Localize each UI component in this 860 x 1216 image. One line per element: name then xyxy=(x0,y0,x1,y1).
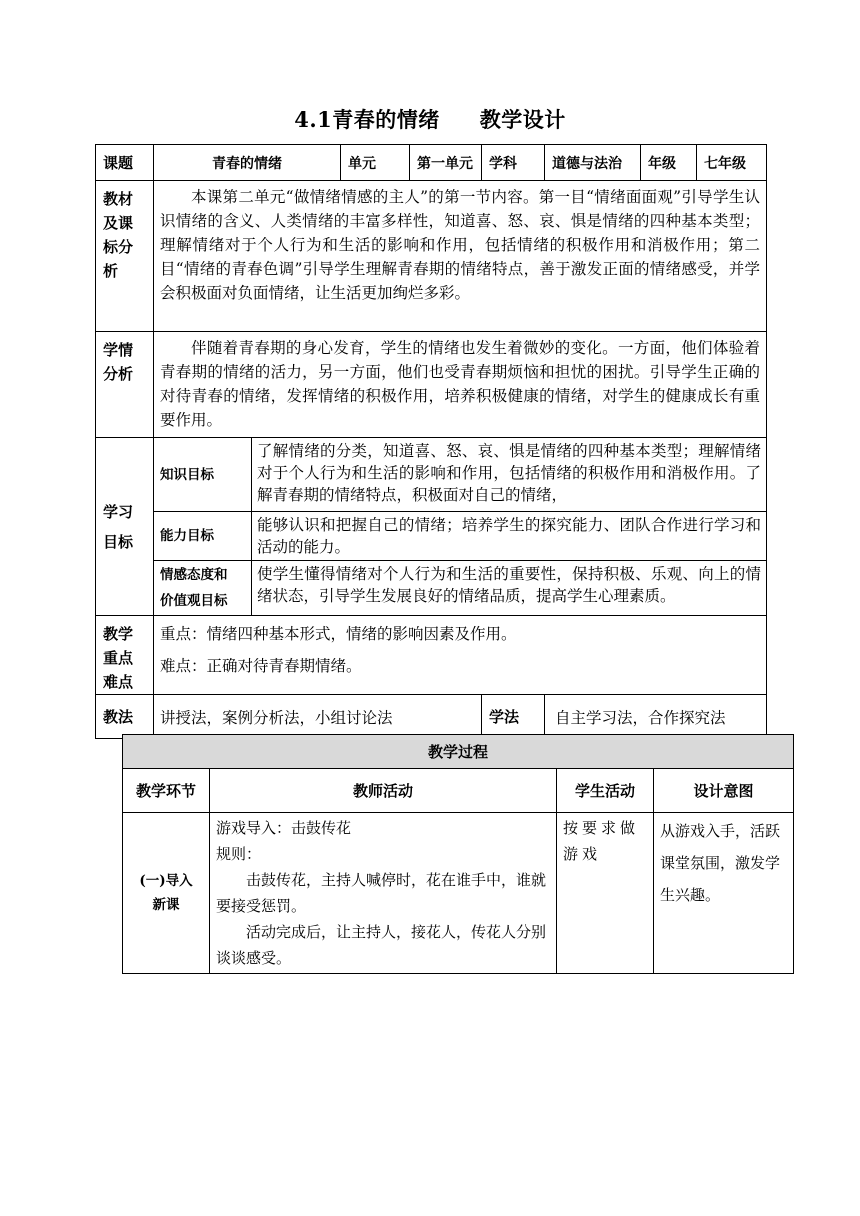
analysis-label-line: 标分 xyxy=(103,238,134,256)
process-title-row xyxy=(123,735,794,769)
learners-text: 伴随着青春期的身心发育，学生的情绪也发生着微妙的变化。一方面，他们体验着青春期的情绪的活力，另一方面，他们也受青春期烦恼和担忧的困扰。引导学生正确的对待青春的情绪，发挥情绪的积极作用，培养积极健康的情绪，对学生的健康成长有重要作用。 xyxy=(160,339,760,429)
learners-row xyxy=(96,332,767,438)
process-row xyxy=(123,813,794,974)
knowledge-label: 知识目标 xyxy=(154,438,252,512)
knowledge-text: 了解情绪的分类，知道喜、怒、哀、惧是情绪的四种基本类型；理解情绪对于个人行为和生活的影响和作用，包括情绪的积极作用和消极作用。了解青春期的情绪特点，积极面对自己的情绪， xyxy=(252,438,767,512)
learners-label-line: 学情 xyxy=(103,341,134,359)
label-teach-method: 教法 xyxy=(96,695,154,739)
stage-cell xyxy=(123,813,210,974)
analysis-text: 本课第二单元“做情绪情感的主人”的第一节内容。第一目“情绪面面观”引导学生认识情绪的含义、人类情绪的丰富多样性，知道喜、怒、哀、惧是情绪的四种基本类型；理解情绪对于个人行为和生活的影响和作用，包括情绪的积极作用和消极作用；第二目“情绪的青春色调”引导学生理解青春期的情绪特点，善于激发正面的情绪感受，并学会积极面对负面情绪，让生活更加绚烂多彩。 xyxy=(160,188,760,302)
header-teacher: 教师活动 xyxy=(210,769,557,813)
goals-ability-row xyxy=(96,512,767,561)
learners-label xyxy=(96,332,154,438)
keypoints-row xyxy=(96,616,767,695)
goals-label-line: 学习 xyxy=(103,502,134,521)
learn-method-value: 自主学习法，合作探究法 xyxy=(545,695,767,739)
info-row xyxy=(96,145,767,181)
attitude-label-line: 价值观目标 xyxy=(160,593,228,609)
label-grade: 年级 xyxy=(641,145,697,181)
label-unit: 单元 xyxy=(341,145,410,181)
analysis-text-cell xyxy=(154,181,767,332)
attitude-text: 使学生懂得情绪对个人行为和生活的重要性，保持积极、乐观、向上的情绪状态，引导学生发展良好的情绪品质，提高学生心理素质。 xyxy=(252,561,767,616)
ability-text: 能够认识和把握自己的情绪；培养学生的探究能力、团队合作进行学习和活动的能力。 xyxy=(252,512,767,561)
student-activity-cell: 按要求做游戏 xyxy=(557,813,654,974)
goals-knowledge-row xyxy=(96,438,767,512)
topic-value: 青春的情绪 xyxy=(154,145,341,181)
attitude-label-line: 情感态度和 xyxy=(160,567,228,583)
goals-attitude-row xyxy=(96,561,767,616)
title-right: 教学设计 xyxy=(479,107,566,132)
methods-row xyxy=(96,695,767,739)
design-intent-cell: 从游戏入手，活跃课堂氛围，激发学生兴趣。 xyxy=(654,813,794,974)
teacher-line: 规则： xyxy=(216,845,262,863)
header-stage: 教学环节 xyxy=(123,769,210,813)
goals-label-line: 目标 xyxy=(103,532,134,551)
keypoints-label xyxy=(96,616,154,695)
page-title xyxy=(0,104,860,134)
teacher-line: 击鼓传花，主持人喊停时，花在谁手中，谁就要接受惩罚。 xyxy=(216,871,547,915)
ability-label: 能力目标 xyxy=(154,512,252,561)
keypoints-label-line: 难点 xyxy=(103,673,134,691)
goals-label xyxy=(96,438,154,616)
header-intent: 设计意图 xyxy=(654,769,794,813)
subject-value: 道德与法治 xyxy=(545,145,641,181)
stage-line: (一)导入 xyxy=(139,873,193,889)
teacher-line: 活动完成后，让主持人，接花人，传花人分别谈谈感受。 xyxy=(216,923,547,967)
process-header-row xyxy=(123,769,794,813)
analysis-label-line: 及课 xyxy=(103,214,134,232)
label-topic: 课题 xyxy=(96,145,154,181)
teach-method-value: 讲授法，案例分析法，小组讨论法 xyxy=(154,695,482,739)
learners-text-cell xyxy=(154,332,767,438)
unit-value: 第一单元 xyxy=(410,145,482,181)
keypoints-label-line: 教学 xyxy=(103,625,134,643)
keypoints-cell xyxy=(154,616,767,695)
title-left: 4.1青春的情绪 xyxy=(294,107,440,132)
process-table xyxy=(122,734,794,974)
label-learn-method: 学法 xyxy=(482,695,545,739)
teacher-activity-cell xyxy=(210,813,557,974)
analysis-label-line: 教材 xyxy=(103,190,134,208)
key-point: 重点：情绪四种基本形式，情绪的影响因素及作用。 xyxy=(160,625,517,643)
teacher-line: 游戏导入：击鼓传花 xyxy=(216,819,352,837)
analysis-label xyxy=(96,181,154,332)
grade-value: 七年级 xyxy=(697,145,767,181)
keypoints-label-line: 重点 xyxy=(103,649,134,667)
learners-label-line: 分析 xyxy=(103,365,134,383)
process-title: 教学过程 xyxy=(123,735,794,769)
attitude-label xyxy=(154,561,252,616)
analysis-label-line: 析 xyxy=(103,262,119,280)
label-subject: 学科 xyxy=(482,145,545,181)
analysis-row xyxy=(96,181,767,332)
lesson-info-table xyxy=(95,144,767,739)
stage-line: 新课 xyxy=(152,897,180,913)
header-student: 学生活动 xyxy=(557,769,654,813)
difficulty-point: 难点：正确对待青春期情绪。 xyxy=(160,657,362,675)
